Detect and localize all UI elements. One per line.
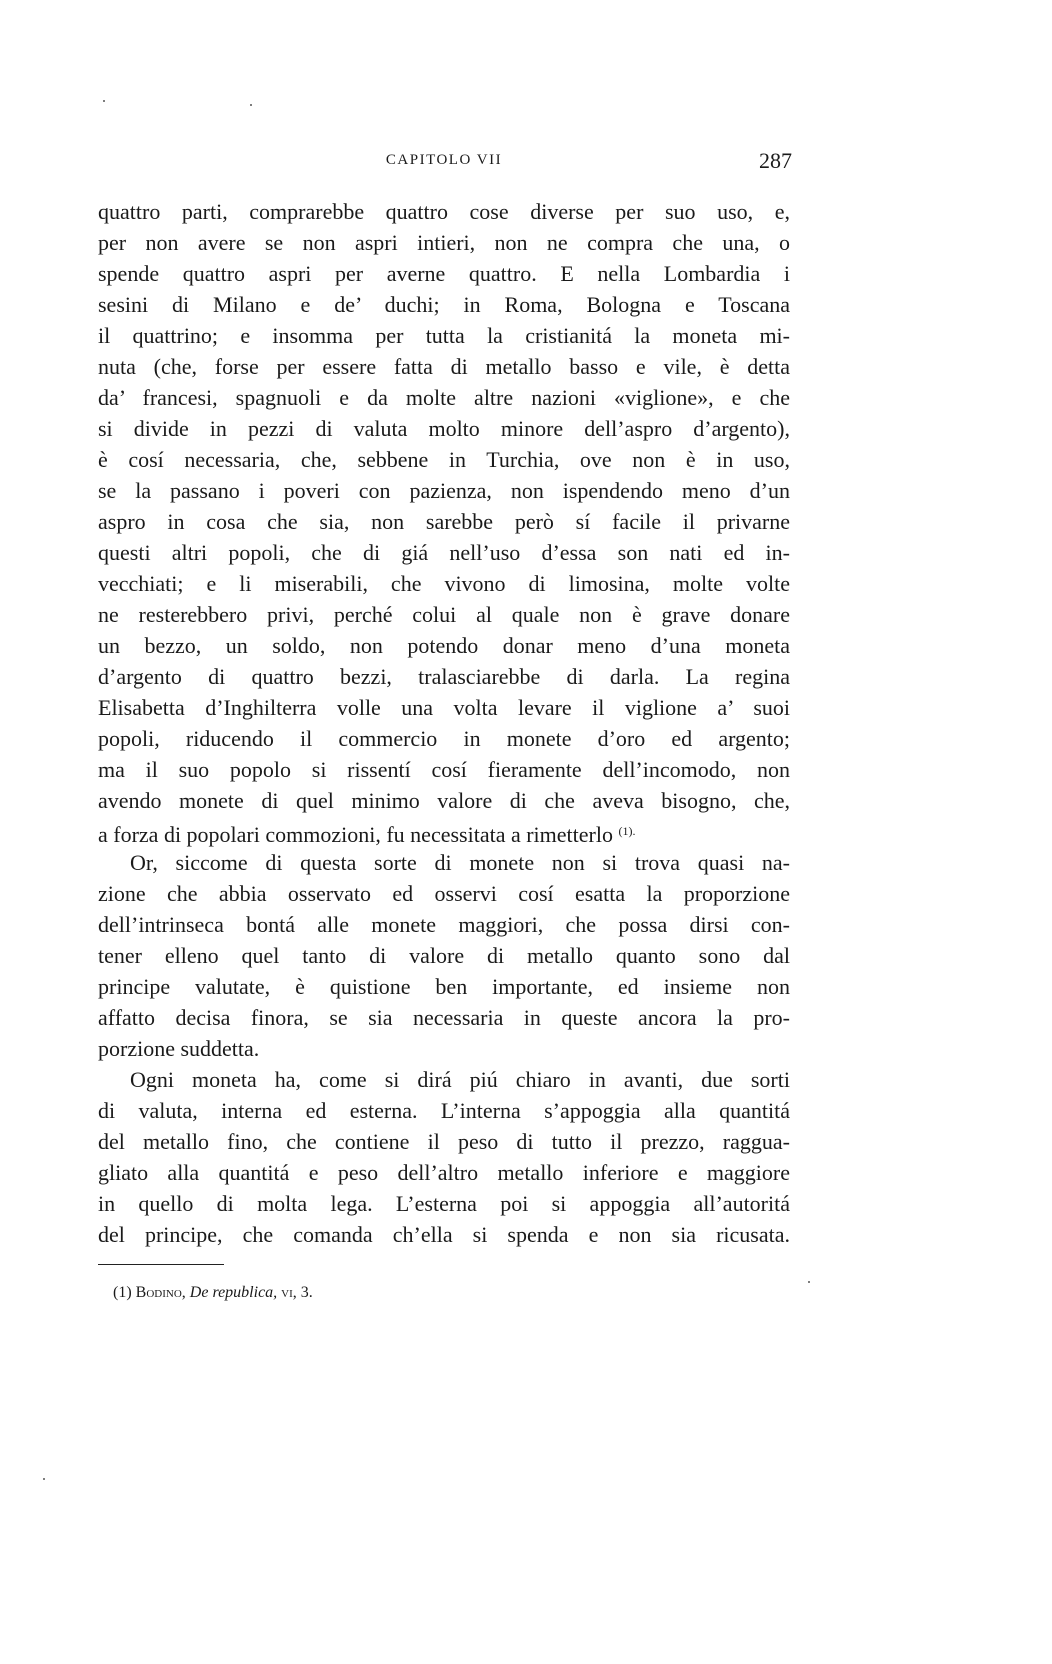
text-line: gliato alla quantitá e peso dell’altro metallo inferiore e maggiore bbox=[98, 1160, 790, 1185]
paragraph-start: Or, siccome di questa sorte di monete non si trova quasi na- bbox=[130, 850, 790, 875]
text-line: tener elleno quel tanto di valore di metallo quanto sono dal bbox=[98, 943, 790, 968]
text-line: il quattrino; e insomma per tutta la cristianitá la moneta mi- bbox=[98, 323, 790, 348]
text-line: in quello di molta lega. L’esterna poi si appoggia all’autoritá bbox=[98, 1191, 790, 1216]
text-line: Elisabetta d’Inghilterra volle una volta levare il viglione a’ suoi bbox=[98, 695, 790, 720]
text-line: vecchiati; e li miserabili, che vivono di limosina, molte volte bbox=[98, 571, 790, 596]
scan-speck bbox=[43, 1478, 45, 1480]
footnote-number: (1) bbox=[113, 1284, 132, 1301]
text-line: spende quattro aspri per averne quattro. E nella Lombardia i bbox=[98, 261, 790, 286]
text-line: d’argento di quattro bezzi, tralasciarebbe di darla. La regina bbox=[98, 664, 790, 689]
text-line: avendo monete di quel minimo valore di che aveva bisogno, che, bbox=[98, 788, 790, 813]
text-line: aspro in cosa che sia, non sarebbe però sí facile il privarne bbox=[98, 509, 790, 534]
footnote-location: vi, 3. bbox=[281, 1284, 313, 1301]
text-line: principe valutate, è quistione ben importante, ed insieme non bbox=[98, 974, 790, 999]
text-line-with-footnote-ref bbox=[98, 816, 790, 847]
text-line: quattro parti, comprarebbe quattro cose diverse per suo uso, e, bbox=[98, 199, 790, 224]
footnote-divider bbox=[98, 1264, 224, 1265]
page-number: 287 bbox=[759, 148, 792, 173]
text-line: ne resterebbero privi, perché colui al quale non è grave donare bbox=[98, 602, 790, 627]
text-line: popoli, riducendo il commercio in monete d’oro ed argento; bbox=[98, 726, 790, 751]
text-line: dell’intrinseca bontá alle monete maggiori, che possa dirsi con- bbox=[98, 912, 790, 937]
text-line: zione che abbia osservato ed osservi cosí esatta la proporzione bbox=[98, 881, 790, 906]
running-title: CAPITOLO VII bbox=[385, 152, 503, 168]
text-line: un bezzo, un soldo, non potendo donar meno d’una moneta bbox=[98, 633, 790, 658]
scan-speck bbox=[808, 1281, 810, 1283]
scan-speck bbox=[250, 104, 252, 106]
footnote-work: De republica, bbox=[189, 1284, 278, 1301]
text-line: se la passano i poveri con pazienza, non ispendendo meno d’un bbox=[98, 478, 790, 503]
text-line: di valuta, interna ed esterna. L’interna s’appoggia alla quantitá bbox=[98, 1098, 790, 1123]
text-line: da’ francesi, spagnuoli e da molte altre nazioni «viglione», e che bbox=[98, 385, 790, 410]
scan-speck bbox=[103, 100, 105, 102]
text-line: per non avere se non aspri intieri, non ne compra che una, o bbox=[98, 230, 790, 255]
text-line: del metallo fino, che contiene il peso di tutto il prezzo, ragguа- bbox=[98, 1129, 790, 1154]
main-text bbox=[98, 196, 790, 1250]
text-line: si divide in pezzi di valuta molto minore dell’aspro d’argento), bbox=[98, 416, 790, 441]
text-line: affatto decisa finora, se sia necessaria in queste ancora la pro- bbox=[98, 1005, 790, 1030]
text-line: è cosí necessaria, che, sebbene in Turchia, ove non è in uso, bbox=[98, 447, 790, 472]
text-line: a forza di popolari commozioni, fu necessitata a rimetterlo bbox=[98, 822, 613, 847]
text-line: del principe, che comanda ch’ella si spenda e non sia ricusata. bbox=[98, 1222, 790, 1247]
text-line: sesini di Milano e de’ duchi; in Roma, Bologna e Toscana bbox=[98, 292, 790, 317]
footnote-author: Bodino, bbox=[135, 1284, 186, 1301]
footnote bbox=[113, 1282, 313, 1304]
text-line: nuta (che, forse per essere fatta di metallo basso e vile, è detta bbox=[98, 354, 790, 379]
paragraph-start: Ogni moneta ha, come si dirá piú chiaro in avanti, due sorti bbox=[130, 1067, 790, 1092]
page-header bbox=[98, 148, 790, 180]
paragraph-end: porzione suddetta. bbox=[98, 1036, 260, 1061]
text-line: ma il suo popolo si rissentí cosí fieramente dell’incomodo, non bbox=[98, 757, 790, 782]
footnote-reference: (1). bbox=[618, 824, 636, 838]
text-line: questi altri popoli, che di giá nell’uso d’essa son nati ed in- bbox=[98, 540, 790, 565]
